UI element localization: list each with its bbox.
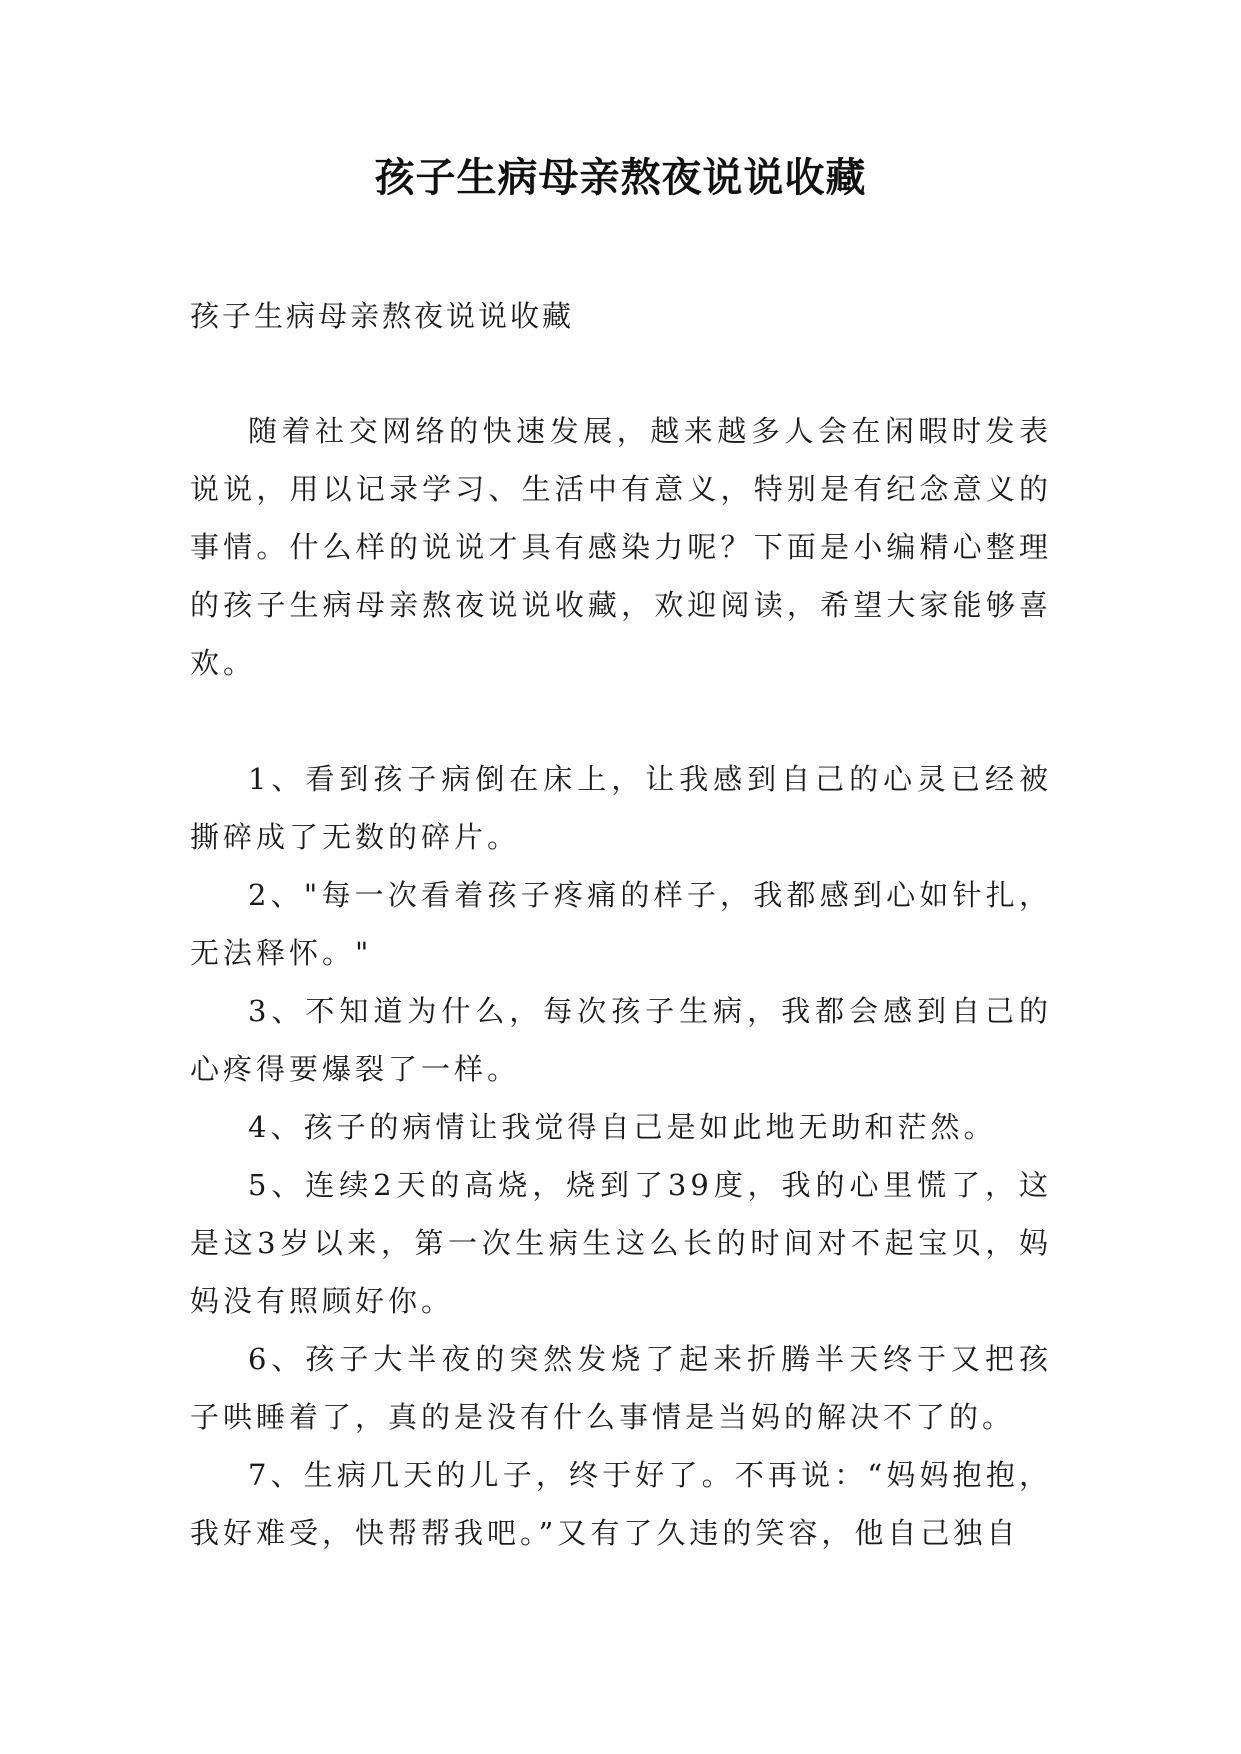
list-item: 1、看到孩子病倒在床上，让我感到自己的心灵已经被撕碎成了无数的碎片。 [190, 762, 1052, 854]
list-item: 3、不知道为什么，每次孩子生病，我都会感到自己的心疼得要爆裂了一样。 [190, 994, 1052, 1086]
document-title: 孩子生病母亲熬夜说说收藏 [374, 155, 867, 201]
intro-section [190, 402, 1052, 692]
list-item: 7、生病几天的儿子，终于好了。不再说：“妈妈抱抱，我好难受，快帮帮我吧。”又有了久违的笑容，他自己独自 [190, 1458, 1052, 1550]
document-subtitle: 孩子生病母亲熬夜说说收藏 [190, 299, 575, 333]
quote-list [190, 750, 1052, 1562]
list-item: 6、孩子大半夜的突然发烧了起来折腾半天终于又把孩子哄睡着了，真的是没有什么事情是当妈的解决不了的。 [190, 1342, 1052, 1434]
list-item: 5、连续2天的高烧，烧到了39度，我的心里慌了，这是这3岁以来，第一次生病生这么长的时间对不起宝贝，妈妈没有照顾好你。 [190, 1168, 1052, 1318]
list-item: 2、"每一次看着孩子疼痛的样子，我都感到心如针扎，无法释怀。" [190, 878, 1052, 970]
intro-paragraph: 随着社交网络的快速发展，越来越多人会在闲暇时发表说说，用以记录学习、生活中有意义，特别是有纪念意义的事情。什么样的说说才具有感染力呢？下面是小编精心整理的孩子生病母亲熬夜说说收藏，欢迎阅读，希望大家能够喜欢。 [190, 414, 1052, 680]
list-item: 4、孩子的病情让我觉得自己是如此地无助和茫然。 [248, 1110, 997, 1144]
